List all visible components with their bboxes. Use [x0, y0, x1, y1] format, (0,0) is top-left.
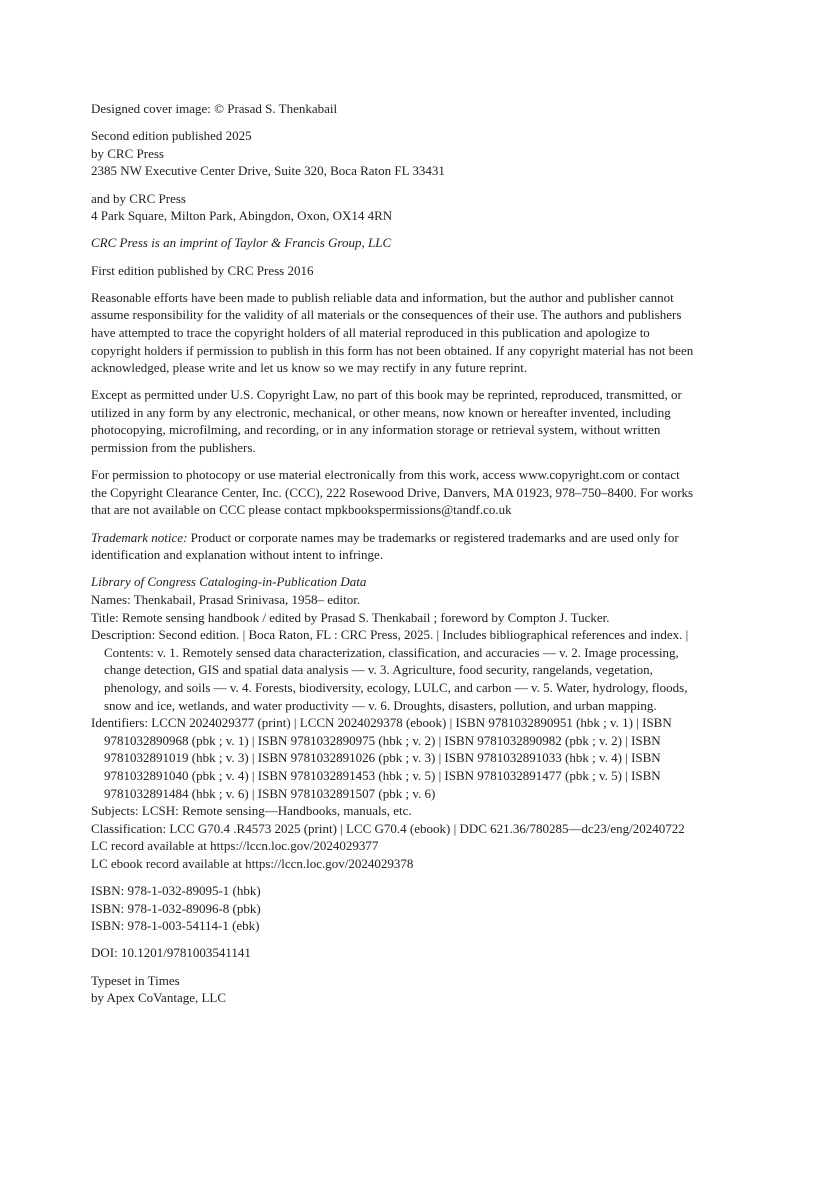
us-address-line: 2385 NW Executive Center Drive, Suite 320, Boca Raton FL 33431	[91, 163, 445, 179]
cip-lc-ebook-record: LC ebook record available at https://lccn.loc.gov/2024029378	[91, 855, 414, 871]
cip-identifiers-line: 9781032891040 (pbk ; v. 4) | ISBN 9781032891453 (hbk ; v. 5) | ISBN 9781032891477 (pbk ; v. 5) | ISBN	[104, 767, 661, 783]
imprint-note	[91, 234, 751, 252]
permission-line: For permission to photocopy or use material electronically from this work, access www.copyright.com or contact	[91, 467, 680, 483]
copyright-law-line: utilized in any form by any electronic, mechanical, or other means, now known or hereafter invented, including	[91, 404, 671, 420]
copyright-law-line: photocopying, microfilming, and recording, or in any information storage or retrieval system, without written	[91, 422, 661, 438]
cip-title: Title: Remote sensing handbook / edited by Prasad S. Thenkabail ; foreword by Compton J. Tucker.	[91, 609, 610, 625]
imprint-text: CRC Press is an imprint of Taylor & Francis Group, LLC	[91, 235, 392, 251]
cip-identifiers-line: 9781032891019 (hbk ; v. 3) | ISBN 9781032891026 (pbk ; v. 3) | ISBN 9781032891033 (hbk ; v. 4) | ISBN	[104, 750, 661, 766]
typeset-line: Typeset in Times	[91, 972, 180, 988]
copyright-law-line: Except as permitted under U.S. Copyright Law, no part of this book may be reprinted, reproduced, transmitted, or	[91, 387, 682, 403]
typeset-info	[91, 972, 751, 1007]
trademark-label: Trademark notice:	[91, 529, 188, 545]
first-edition-note	[91, 262, 751, 280]
uk-address-line: 4 Park Square, Milton Park, Abingdon, Oxon, OX14 4RN	[91, 208, 393, 224]
cip-description-line: phenology, and soils — v. 4. Forests, biodiversity, ecology, LULC, and carbon — v. 5. Water, hydrology, floods,	[104, 679, 688, 695]
doi-block	[91, 944, 751, 962]
disclaimer-line: Reasonable efforts have been made to publish reliable data and information, but the author and publisher cannot	[91, 289, 674, 305]
cover-credit-text: Designed cover image: © Prasad S. Thenkabail	[91, 101, 338, 116]
typesetter-line: by Apex CoVantage, LLC	[91, 990, 227, 1006]
uk-publisher-line: and by CRC Press	[91, 190, 186, 206]
edition-line: Second edition published 2025	[91, 128, 252, 144]
cip-lc-record: LC record available at https://lccn.loc.gov/2024029377	[91, 838, 379, 854]
cip-description-line: change detection, GIS and spatial data analysis — v. 3. Agriculture, food security, rangelands, vegetation,	[104, 662, 653, 678]
cip-description-line: snow and ice, wetlands, and water productivity — v. 6. Droughts, disasters, pollution, and urban mapping.	[104, 697, 657, 713]
cip-identifiers-line: 9781032891484 (hbk ; v. 6) | ISBN 9781032891507 (pbk ; v. 6)	[104, 785, 436, 801]
copyright-law-paragraph	[91, 386, 751, 456]
permission-line: that are not available on CCC please contact mpkbookspermissions@tandf.co.uk	[91, 502, 512, 518]
disclaimer-line: have attempted to trace the copyright holders of all material reproduced in this publication and apologize to	[91, 324, 650, 340]
isbn-pbk: ISBN: 978-1-032-89096-8 (pbk)	[91, 900, 261, 916]
publisher-line: by CRC Press	[91, 145, 164, 161]
copyright-law-line: permission from the publishers.	[91, 440, 256, 456]
permission-line: the Copyright Clearance Center, Inc. (CCC), 222 Rosewood Drive, Danvers, MA 01923, 978–750–8400. For works	[91, 484, 694, 500]
cip-description-line: Description: Second edition. | Boca Raton, FL : CRC Press, 2025. | Includes bibliographical references and index. |	[91, 627, 689, 643]
cip-identifiers-line: 9781032890968 (pbk ; v. 1) | ISBN 9781032890975 (hbk ; v. 2) | ISBN 9781032890982 (pbk ; v. 2) | ISBN	[104, 732, 661, 748]
isbn-list	[91, 882, 751, 935]
cip-subjects: Subjects: LCSH: Remote sensing—Handbooks, manuals, etc.	[91, 803, 412, 819]
cip-heading: Library of Congress Cataloging-in-Publication Data	[91, 574, 367, 590]
cip-description-line: Contents: v. 1. Remotely sensed data characterization, classification, and accuracies — v. 2. Image processing,	[104, 644, 679, 660]
disclaimer-paragraph	[91, 289, 751, 377]
isbn-ebk: ISBN: 978-1-003-54114-1 (ebk)	[91, 918, 260, 934]
cip-names: Names: Thenkabail, Prasad Srinivasa, 1958– editor.	[91, 592, 361, 607]
trademark-line	[91, 529, 751, 547]
trademark-line: identification and explanation without intent to infringe.	[91, 547, 384, 563]
first-edition-text: First edition published by CRC Press 2016	[91, 262, 314, 278]
doi-text: DOI: 10.1201/9781003541141	[91, 945, 251, 961]
edition-info	[91, 127, 751, 180]
disclaimer-line: assume responsibility for the validity of all materials or the consequences of their use. The authors and publishers	[91, 307, 682, 323]
cip-classification: Classification: LCC G70.4 .R4573 2025 (print) | LCC G70.4 (ebook) | DDC 621.36/780285—dc23/eng/20240722	[91, 820, 685, 836]
cip-identifiers-line: Identifiers: LCCN 2024029377 (print) | LCCN 2024029378 (ebook) | ISBN 9781032890951 (hbk ; v. 1) | ISBN	[91, 715, 672, 731]
trademark-text: Product or corporate names may be trademarks or registered trademarks and are used only for	[187, 529, 679, 545]
cover-credit	[91, 100, 751, 118]
trademark-notice	[91, 529, 751, 564]
cip-data	[91, 573, 751, 872]
isbn-hbk: ISBN: 978-1-032-89095-1 (hbk)	[91, 883, 261, 899]
disclaimer-line: acknowledged, please write and let us know so we may rectify in any future reprint.	[91, 360, 528, 376]
permission-paragraph	[91, 466, 751, 519]
copyright-page	[91, 100, 751, 1016]
disclaimer-line: copyright holders if permission to publish in this form has not been obtained. If any copyright material has not been	[91, 342, 694, 358]
uk-address	[91, 190, 751, 225]
